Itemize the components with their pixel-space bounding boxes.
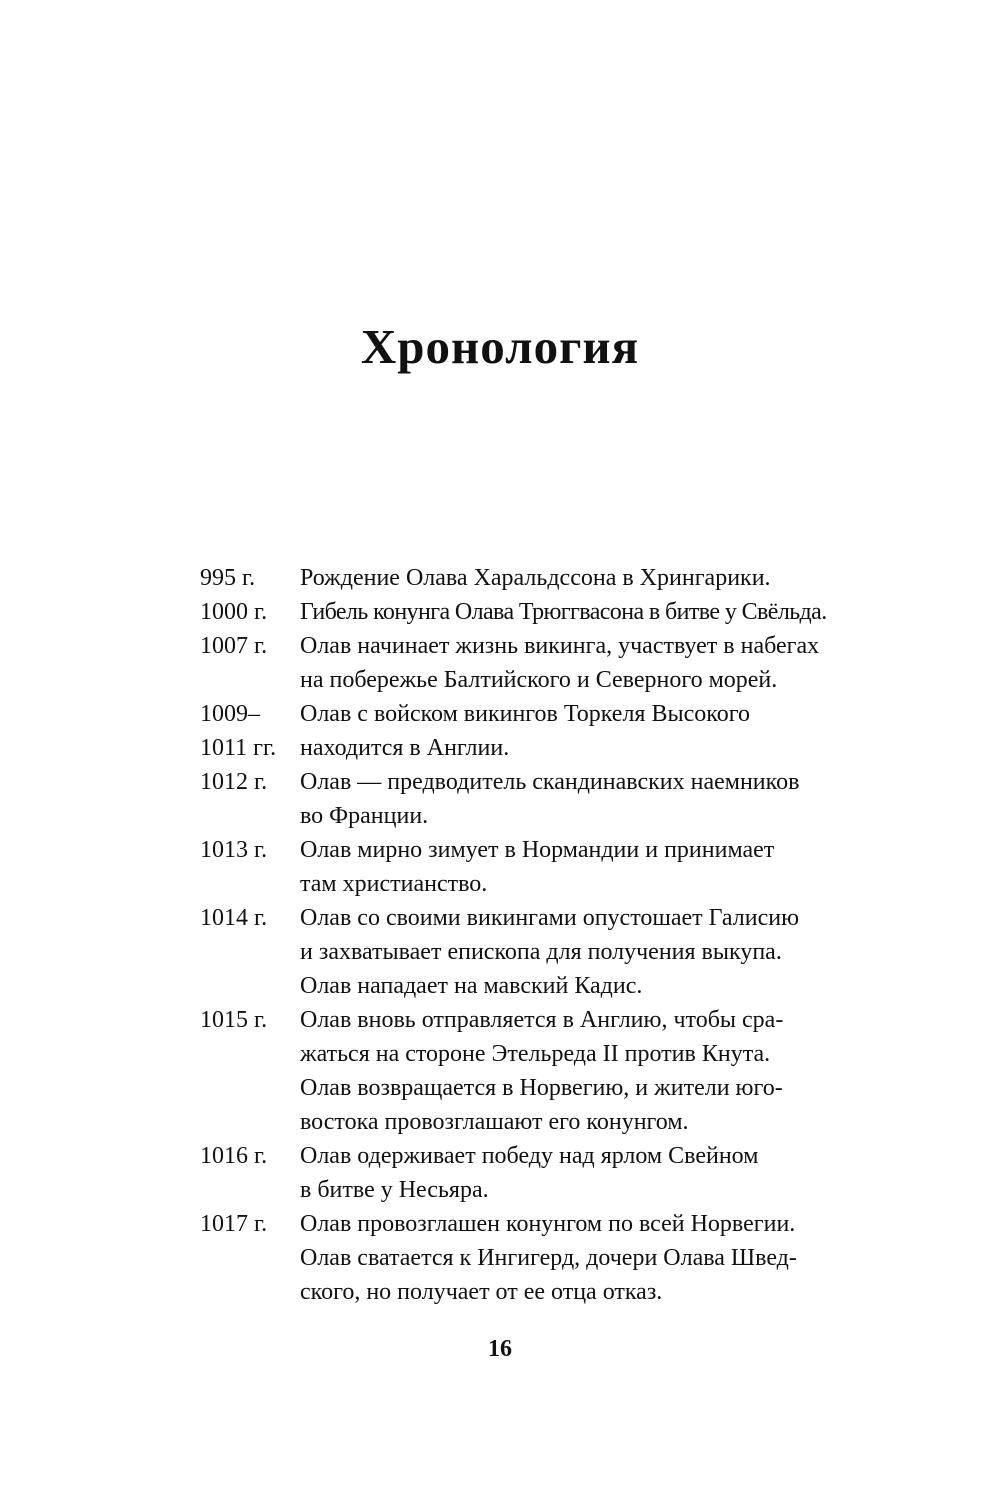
entry-text [300, 1207, 880, 1309]
entry-year-line: 1000 г. [200, 599, 268, 625]
entry-year-line: 1014 г. [200, 905, 268, 931]
entry-text [300, 901, 880, 1003]
entry-text-line: Олав провозглашен конунгом по всей Норвегии. [300, 1211, 796, 1237]
entry-text-line: там христианство. [300, 871, 488, 897]
entry-text-line: Олав — предводитель скандинавских наемников [300, 769, 800, 795]
entry-year-line: 1017 г. [200, 1211, 268, 1237]
entry-text [300, 629, 880, 697]
entry-text-line: Рождение Олава Харальдссона в Хрингарики. [300, 565, 771, 591]
entry-text [300, 561, 880, 595]
entry-year [200, 561, 300, 595]
entry-text [300, 697, 880, 765]
entry-text-line: Олав одерживает победу над ярлом Свейном [300, 1143, 759, 1169]
chronology-entry [200, 765, 880, 833]
entry-year-line: 995 г. [200, 565, 256, 591]
entry-year [200, 697, 300, 765]
chronology-entry [200, 697, 880, 765]
entry-text-line: востока провозглашают его конунгом. [300, 1109, 689, 1135]
chronology-entry [200, 1207, 880, 1309]
entry-text [300, 833, 880, 901]
entry-text-line: Олав сватается к Ингигерд, дочери Олава Швед- [300, 1245, 797, 1271]
entry-text-line: в битве у Несьяра. [300, 1177, 489, 1203]
entry-year [200, 833, 300, 867]
page-title: Хронология [360, 319, 640, 374]
entry-text [300, 1139, 880, 1207]
chronology-entry [200, 561, 880, 595]
entry-year [200, 1003, 300, 1037]
entry-text-line: жаться на стороне Этельреда II против Кнута. [300, 1041, 771, 1067]
entry-text-line: Гибель конунга Олава Трюггвасона в битве у Свёльда. [300, 599, 827, 625]
entry-text-line: Олав начинает жизнь викинга, участвует в набегах [300, 633, 820, 659]
entry-text [300, 765, 880, 833]
entry-year [200, 629, 300, 663]
entry-year-line: 1012 г. [200, 769, 268, 795]
entry-text-line: Олав нападает на мавский Кадис. [300, 973, 643, 999]
entry-text [300, 1003, 880, 1139]
entry-text-line: Олав с войском викингов Торкеля Высокого [300, 701, 750, 727]
entry-text-line: и захватывает епископа для получения выкупа. [300, 939, 782, 965]
entry-text-line: Олав мирно зимует в Нормандии и принимает [300, 837, 775, 863]
entry-year [200, 765, 300, 799]
chronology-entry [200, 833, 880, 901]
entry-text-line: Олав вновь отправляется в Англию, чтобы сра- [300, 1007, 784, 1033]
entry-year-line: 1011 гг. [200, 735, 277, 761]
entry-text [300, 595, 880, 629]
chronology-entry [200, 1003, 880, 1139]
entry-text-line: во Франции. [300, 803, 429, 829]
entry-year-line: 1009– [200, 701, 260, 727]
entry-year [200, 901, 300, 935]
entry-year-line: 1016 г. [200, 1143, 268, 1169]
entry-year [200, 1207, 300, 1241]
chronology-list [200, 561, 880, 1309]
entry-year [200, 1139, 300, 1173]
page-number: 16 [488, 1336, 512, 1362]
entry-text-line: ского, но получает от ее отца отказ. [300, 1279, 663, 1305]
chronology-entry [200, 595, 880, 629]
entry-year [200, 595, 300, 629]
entry-text-line: находится в Англии. [300, 735, 510, 761]
entry-text-line: на побережье Балтийского и Северного морей. [300, 667, 778, 693]
entry-year-line: 1013 г. [200, 837, 268, 863]
entry-text-line: Олав возвращается в Норвегию, и жители юго- [300, 1075, 783, 1101]
chronology-entry [200, 1139, 880, 1207]
chronology-entry [200, 629, 880, 697]
entry-year-line: 1007 г. [200, 633, 268, 659]
chronology-entry [200, 901, 880, 1003]
entry-year-line: 1015 г. [200, 1007, 268, 1033]
entry-text-line: Олав со своими викингами опустошает Галисию [300, 905, 800, 931]
